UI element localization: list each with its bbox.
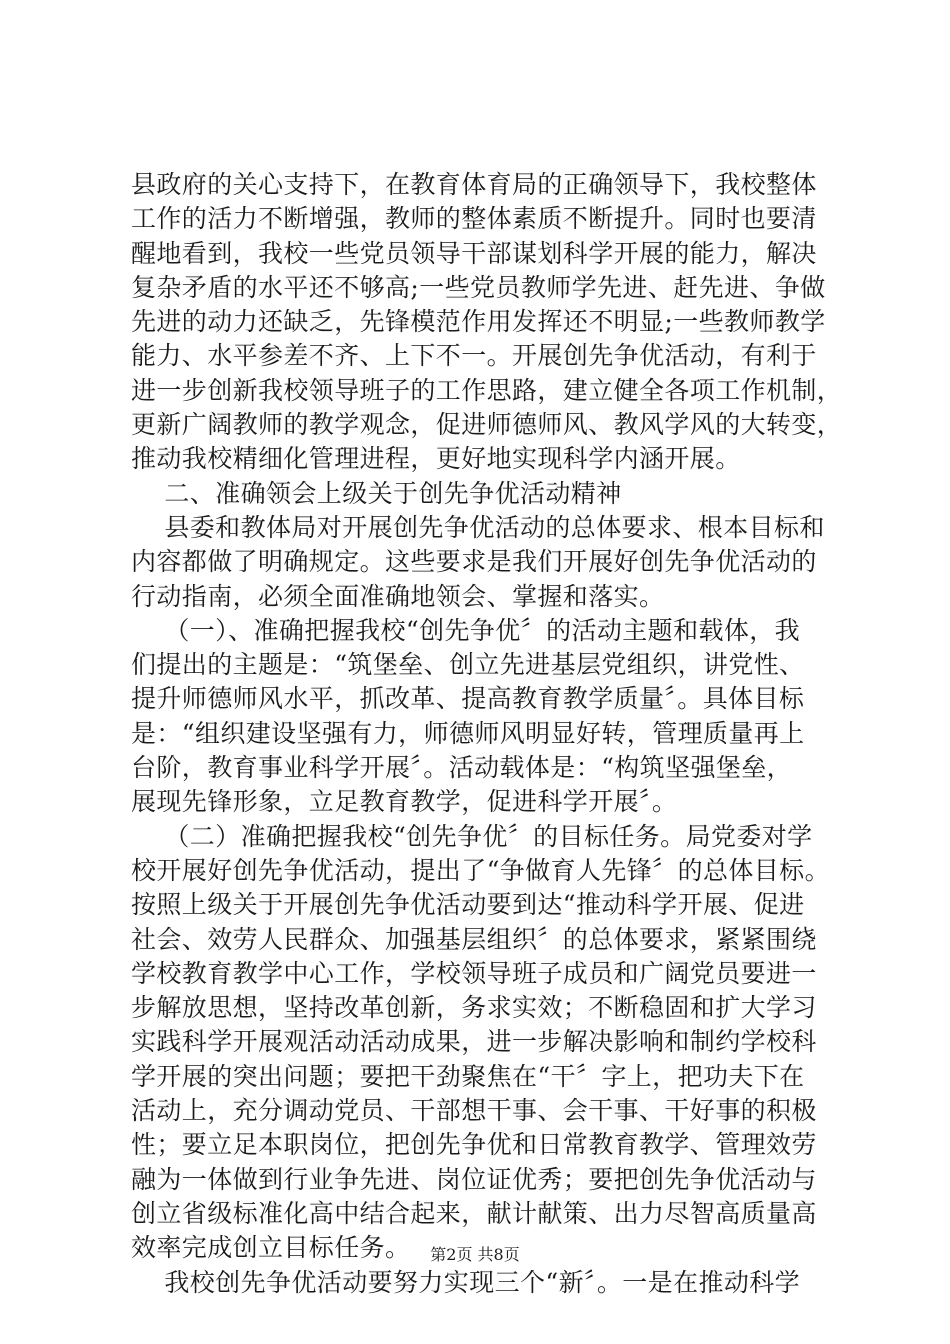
text-line: 台阶，教育事业科学开展〞。活动载体是：“构筑坚强堡垒， (131, 753, 793, 783)
text-line: 先进的动力还缺乏，先锋模范作用发挥还不明显;一些教师教学 (131, 307, 826, 337)
text-line: 性；要立足本职岗位，把创先争优和日常教育教学、管理效劳 (131, 1130, 817, 1160)
text-line: 学开展的突出问题；要把干劲聚焦在“干〞字上，把功夫下在 (131, 1061, 805, 1091)
text-line: 更新广阔教师的教学观念，促进师德师风、教风学风的大转变， (131, 410, 843, 440)
text-line: 按照上级关于开展创先争优活动要到达“推动科学开展、促进 (131, 890, 805, 920)
text-line: （一）、准确把握我校“创先争优〞的活动主题和载体，我 (131, 615, 801, 645)
text-line: 县政府的关心支持下，在教育体育局的正确领导下，我校整体 (131, 170, 817, 199)
text-line: 效率完成创立目标任务。 (131, 1233, 411, 1263)
text-line: 活动上，充分调动党员、干部想干事、会干事、干好事的积极 (131, 1096, 817, 1126)
text-line: 复杂矛盾的水平还不够高;一些党员教师学先进、赶先进、争做 (131, 272, 826, 302)
text-line: 们提出的主题是：“筑堡垒、创立先进基层党组织，讲党性、 (131, 650, 805, 680)
text-line: 我校创先争优活动要努力实现三个“新〞。一是在推动科学 (131, 1267, 801, 1297)
text-line: 校开展好创先争优活动，提出了“争做育人先锋〞的总体目标。 (131, 855, 830, 885)
text-line: 县委和教体局对开展创先争优活动的总体要求、根本目标和 (131, 512, 825, 542)
text-line: 展现先锋形象，立足教育教学，促进科学开展〞。 (131, 787, 678, 817)
page-number-footer: 第2页 共8页 (430, 1245, 520, 1264)
text-line: 是：“组织建设坚强有力，师德师风明显好转，管理质量再上 (131, 718, 805, 748)
text-line: 进一步创新我校领导班子的工作思路，建立健全各项工作机制， (131, 375, 843, 405)
text-line: 内容都做了明确规定。这些要求是我们开展好创先争优活动的 (131, 547, 817, 577)
text-line: 推动我校精细化管理进程，更好地实现科学内涵开展。 (131, 444, 741, 474)
text-line: （二）准确把握我校“创先争优〞的目标任务。局党委对学 (131, 821, 813, 851)
text-line: 步解放思想，坚持改革创新，务求实效；不断稳固和扩大学习 (131, 993, 817, 1023)
text-line: 创立省级标准化高中结合起来，献计献策、出力尽智高质量高 (131, 1198, 817, 1228)
text-line: 社会、效劳人民群众、加强基层组织〞的总体要求，紧紧围绕 (131, 924, 817, 954)
text-line: 提升师德师风水平，抓改革、提高教育教学质量〞。具体目标 (131, 684, 805, 714)
text-line: 行动指南，必须全面准确地领会、掌握和落实。 (131, 581, 665, 611)
section-heading: 二、准确领会上级关于创先争优活动精神 (131, 478, 622, 508)
text-line: 能力、水平参差不齐、上下不一。开展创先争优活动，有利于 (131, 341, 817, 371)
text-line: 醒地看到，我校一些党员领导干部谋划科学开展的能力，解决 (131, 238, 817, 268)
text-line: 工作的活力不断增强，教师的整体素质不断提升。同时也要清 (131, 204, 817, 234)
text-line: 实践科学开展观活动活动成果，进一步解决影响和制约学校科 (131, 1027, 817, 1057)
text-line: 学校教育教学中心工作，学校领导班子成员和广阔党员要进一 (131, 958, 817, 988)
text-line: 融为一体做到行业争先进、岗位证优秀；要把创先争优活动与 (131, 1164, 817, 1194)
document-body (131, 168, 843, 1300)
